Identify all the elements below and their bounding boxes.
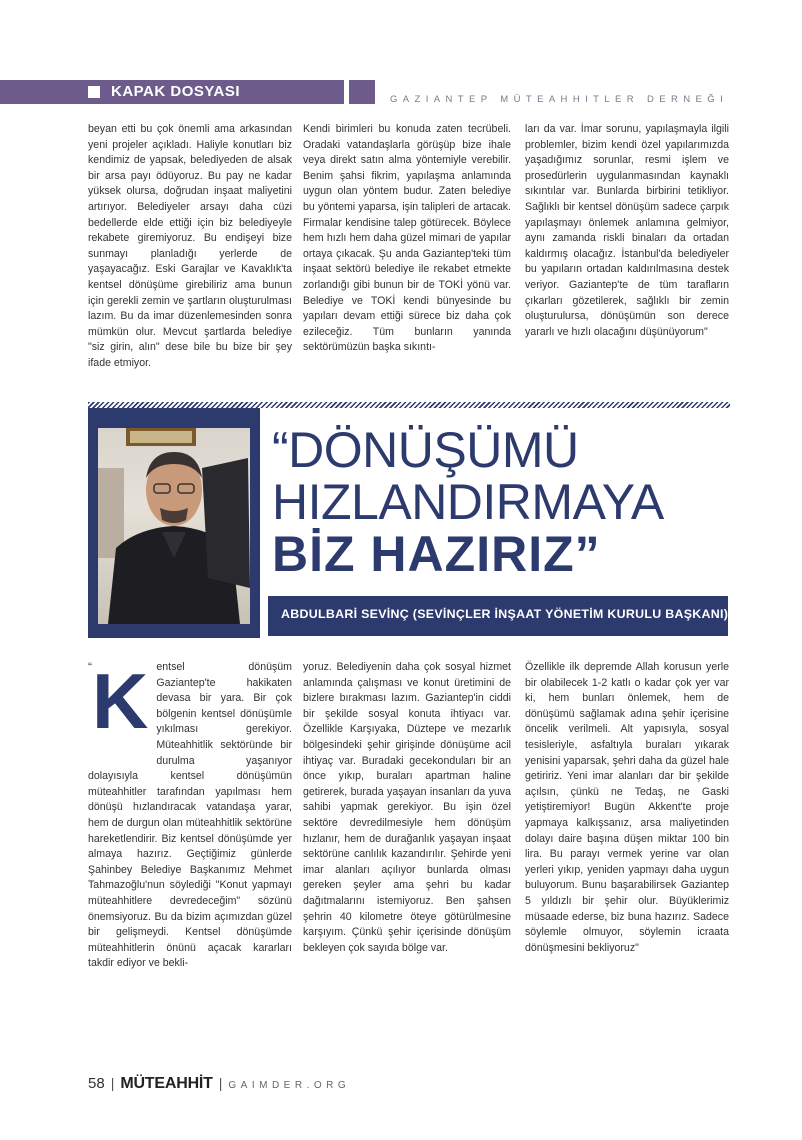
section-title: KAPAK DOSYASI — [111, 83, 241, 100]
intro-column-3: ları da var. İmar sorunu, yapılaşmayla ilgili problemler, bizim kendi özel yapılarımızda yaşadığımız sorunlar, resmi işlem ve prosedürlerin uygulanmasından kaynaklı sıkıntılar var. Bunlarda birbirini tetikliyor. Sağlıklı bir kentsel dönüşüm sadece çarpık yapılaşmayı önlemek anlamına gelmiyor, aynı zamanda riskli binaları da ortadan kaldırmış olacağız. İstanbul'da belediyeler bu yapıların ortadan kaldırılmasına destek veriyor. Gaziantep'te de tüm tarafların çıkarları gözetilerek, sağlıklı bir zemin oluşturulursa, dönüşümün son derece yararlı ve hızlı olacağını düşünüyorum" — [525, 123, 729, 338]
square-bullet-icon — [88, 86, 100, 98]
interview-column-2: yoruz. Belediyenin daha çok sosyal hizmet anlamında çalışması ve konut üretimini de bizlere bırakması lazım. Gaziantep'in ciddi bir şekilde sosyal konuta ihtiyacı var. Özellikle Karşıyaka, Düztepe ve mezarlık bölgesindeki şehir girişinde dönüşüme acil ihtiyaç var. Buradaki gecekonduları bir an önce yıkıp, buraları apartman haline getirerek, burada yaşayan insanları da yuva sahibi yapmak gerekiyor. Bu işin özel sektöre devredilmesiyle hem dönüşüm hızlanır, hem de durağanlık yaşayan inşaat sektörüne canlılık kazandırılır. Şehirde yeni imar alanları açılıyor bunlarda olması gereken şeyler ama şehri bu kadar dağıtmalarını istemiyoruz. Ben şahsen şehrin 40 kilometre öteye götürülmesine karşıyım. Çünkü şehir içerisinde dönüşüm bekleyen çok sayıda bölge var. — [303, 661, 511, 954]
page-footer — [88, 1075, 350, 1093]
magazine-logo: MÜTEAHHİT — [120, 1075, 213, 1092]
byline-text: ABDULBARİ SEVİNÇ (SEVİNÇLER İNŞAAT YÖNETİM KURULU BAŞKANI) — [281, 607, 729, 621]
page-number: 58 — [88, 1075, 105, 1092]
portrait-illustration — [98, 428, 250, 624]
headline-line-1: “DÖNÜŞÜMÜ — [272, 422, 579, 478]
headline-line-2: HIZLANDIRMAYA — [272, 474, 664, 530]
interview-column-1 — [88, 657, 292, 970]
wall-frame-inner — [130, 431, 192, 443]
interview-column-3: Özellikle ilk depremde Allah korusun yerle bir olabilecek 1-2 katlı o kadar çok yer var ki, hem bunları önlemek, hem de dönüşümü sağlamak adına şehir içerisine öncelik verilmeli. Alt yapısıyla, sosyal tesisleriyle, asfaltıyla buraları yıkarak yenisini yaparsak, şehri daha da güzel hale getiririz. Yeni imar alanları dar bir şekilde açılsın, çünkü ne Tedaş, ne Gaski yetiştiremiyor! Bugün Akkent'te proje yapmaya kalkışsanız, arsa maliyetinden dolayı daire başına düşen miktar 100 bin lira. Bu parayı vermek yerine var olan yerleri yıkıp, yeniden yapmayı daha uygun buluyorum. Bunu başarabilirsek Gaziantep 5 yıldızlı bir şehir olur. Büyüklerimiz müsaade ederse, biz buna hazırız. Sadece söylemle olmuyor, söylemin icraata dönüşmesini bekliyoruz" — [525, 661, 729, 954]
footer-separator-1: | — [110, 1075, 115, 1091]
portrait-photo — [98, 428, 250, 624]
intro-column-1: beyan etti bu çok önemli ama arkasından yeni projeler açıkladı. Haliyle konutları biz kendimiz de yapsak, belediyeden de alsak bir arsa payı ödüyoruz. Bu pay ne kadar yüksek olursa, doğrudan inşaat maliyetini artırıyor. Belediyeler arsayı daha cüzi bedellerde elde ettiği için biz belediyeyle rekabete giremiyoruz. Bu endişeyi bize sunmayı planladığı yerlerde de yaşayacağız. Eski Garajlar ve Kavaklık'ta kentsel dönüşüme girebiliriz ama bunun için gerekli zemin ve şartların oluşturulması lazım. Bu da imar düzenlemesinden sonra mümkün olur. Mevcut şartlarda belediye "siz girin, alın" dese bile bu bize bir şey ifade etmiyor. — [88, 123, 292, 369]
open-quote: “ — [88, 660, 92, 674]
section-banner-accent — [349, 80, 375, 104]
footer-separator-2: | — [218, 1075, 223, 1091]
intro-column-2: Kendi birimleri bu konuda zaten tecrübeli. Oradaki vatandaşlarla görüşüp bize ihale veya direkt satın alma yöntemiyle verebilir. Benim şahsi fikrim, yapılaşma anlamında uygun olan yöntem budur. Zaten belediye bu yöntemi yaparsa, işin talipleri de artacak. Firmalar kendisine talep götürecek. Böylece hem hızlı hem daha güzel mimari de yapılar ortaya çıkacak. Şu anda Gaziantep'teki tüm inşaat sektörü belediye ile rekabet etmekte zorlandığı gibi bunun bir de TOKİ yönü var. Belediye ve TOKİ kendi bünyesinde bu yapıları devam ettiği sürece biz daha çok ezileceğiz. Tüm bunların yanında sektörümüzün başka sıkıntı- — [303, 123, 511, 354]
interview-headline — [272, 424, 727, 580]
headline-line-3: BİZ HAZIRIZ” — [272, 526, 601, 582]
shelf — [98, 468, 124, 558]
website-link[interactable]: GAIMDER.ORG — [228, 1080, 351, 1091]
interview-column-1-text: entsel dönüşüm Gaziantep'te hakikaten devasa bir yara. Bir çok bölgenin kentsel dönüşümle yıkılması gerekiyor. Müteahhitlik sektöründe bir durulma yaşanıyor dolayısıyla kentsel dönüşümün müteahhitler tarafından yapılması hem dönüşü hızlandıracak vatandaşa yarar, hem de durgun olan müteahhitlik sektörüne hareketlendirir. Biz kentsel dönüşümde yer almaya hazırız. Geçtiğimiz günlerde Şahinbey Belediye Başkanımız Mehmet Tahmazoğlu'nun söylediği "Konut yapmayı müteahhitlere devredeceğim" sözünü önemsiyoruz. Bu da bizim açımızdan güzel bir gelişmeydi. Kentsel dönüşümde müteahhitlerin önünü açacak kararları takdir ediyor ve bekli- — [88, 661, 292, 970]
chair-back — [202, 458, 250, 588]
drop-cap: K — [92, 657, 149, 745]
organization-name: GAZIANTEP MÜTEAHHITLER DERNEĞI — [390, 94, 729, 105]
